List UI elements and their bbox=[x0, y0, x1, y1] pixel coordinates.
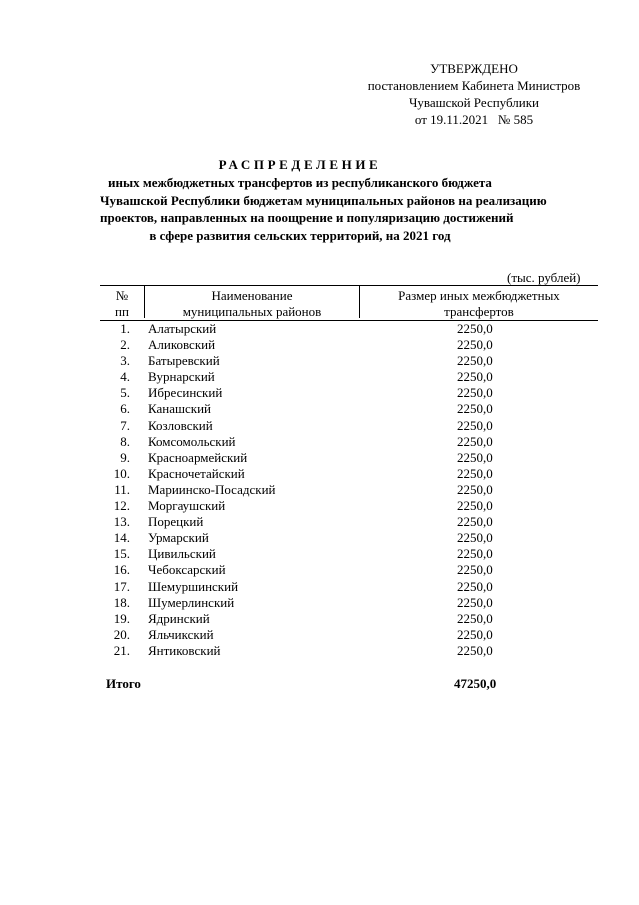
row-number: 5. bbox=[120, 385, 130, 401]
row-amount: 2250,0 bbox=[457, 385, 493, 401]
row-number: 9. bbox=[120, 449, 130, 465]
row-district-name: Урмарский bbox=[148, 530, 209, 546]
row-amount: 2250,0 bbox=[457, 530, 493, 546]
row-amount: 2250,0 bbox=[457, 626, 493, 642]
table-row bbox=[100, 450, 598, 466]
row-district-name: Ибресинский bbox=[148, 385, 223, 401]
row-district-name: Янтиковский bbox=[148, 642, 221, 658]
header-name-line1: Наименование bbox=[211, 288, 293, 303]
row-district-name: Канашский bbox=[148, 401, 212, 417]
header-number-line1: № bbox=[115, 288, 129, 303]
row-district-name: Яльчикский bbox=[148, 626, 214, 642]
title-heading: РАСПРЕДЕЛЕНИЕ bbox=[218, 157, 382, 172]
row-number: 3. bbox=[120, 353, 130, 369]
title-line-3: проектов, направленных на поощрение и популяризацию достижений bbox=[100, 210, 514, 225]
table-row bbox=[100, 401, 598, 417]
title-line-1: иных межбюджетных трансфертов из республиканского бюджета bbox=[108, 175, 492, 190]
title-line-2: Чувашской Республики бюджетам муниципальных районов на реализацию bbox=[100, 192, 547, 208]
approval-republic: Чувашской Республики bbox=[408, 95, 540, 110]
document-title bbox=[100, 156, 547, 244]
row-number: 12. bbox=[113, 498, 130, 514]
row-amount: 2250,0 bbox=[457, 401, 493, 417]
table-row bbox=[100, 369, 598, 385]
row-amount: 2250,0 bbox=[457, 417, 493, 433]
table-row bbox=[100, 579, 598, 595]
table-row bbox=[100, 418, 598, 434]
row-district-name: Шумерлинский bbox=[148, 594, 235, 610]
row-district-name: Чебоксарский bbox=[148, 562, 226, 578]
row-number: 17. bbox=[113, 578, 130, 594]
table-row bbox=[100, 498, 598, 514]
table-row bbox=[100, 562, 598, 578]
row-district-name: Мариинско-Посадский bbox=[148, 481, 276, 497]
row-number: 15. bbox=[113, 546, 130, 562]
title-line-4: в сфере развития сельских территорий, на 2021 год bbox=[149, 227, 451, 243]
row-amount: 2250,0 bbox=[457, 594, 493, 610]
table-row bbox=[100, 337, 598, 353]
row-amount: 2250,0 bbox=[457, 610, 493, 626]
row-number: 18. bbox=[113, 594, 130, 610]
row-district-name: Порецкий bbox=[148, 514, 204, 530]
header-number bbox=[100, 288, 144, 320]
total-label: Итого bbox=[106, 676, 141, 691]
row-number: 20. bbox=[113, 626, 130, 642]
row-amount: 2250,0 bbox=[457, 546, 493, 562]
row-district-name: Алатырский bbox=[148, 321, 217, 336]
row-district-name: Моргаушский bbox=[148, 498, 226, 514]
row-number: 8. bbox=[120, 433, 130, 449]
approval-stamp: УТВЕРЖДЕНО bbox=[430, 61, 518, 76]
table-row bbox=[100, 482, 598, 498]
row-number: 21. bbox=[113, 642, 130, 658]
table-row bbox=[100, 627, 598, 643]
header-name-line2: муниципальных районов bbox=[182, 304, 322, 319]
row-number: 11. bbox=[114, 481, 130, 497]
table-row bbox=[100, 353, 598, 369]
row-number: 2. bbox=[120, 337, 130, 353]
distribution-table bbox=[100, 285, 598, 659]
row-district-name: Козловский bbox=[148, 417, 213, 433]
row-district-name: Комсомольский bbox=[148, 433, 236, 449]
table-row bbox=[100, 546, 598, 562]
approval-authority: постановлением Кабинета Министров bbox=[367, 78, 581, 93]
table-row bbox=[100, 595, 598, 611]
row-district-name: Цивильский bbox=[148, 546, 216, 562]
row-district-name: Красночетайский bbox=[148, 465, 245, 481]
unit-label: (тыс. рублей) bbox=[507, 270, 581, 285]
header-name bbox=[144, 286, 360, 318]
row-district-name: Шемуршинский bbox=[148, 578, 239, 594]
row-amount: 2250,0 bbox=[457, 433, 493, 449]
row-amount: 2250,0 bbox=[457, 369, 493, 385]
row-number: 10. bbox=[113, 465, 130, 481]
row-amount: 2250,0 bbox=[457, 514, 493, 530]
row-amount: 2250,0 bbox=[457, 449, 493, 465]
row-amount: 2250,0 bbox=[457, 337, 493, 353]
header-amount bbox=[360, 288, 598, 320]
table-row bbox=[100, 514, 598, 530]
row-amount: 2250,0 bbox=[457, 481, 493, 497]
approval-date-number: от 19.11.2021 № 585 bbox=[414, 112, 534, 127]
row-district-name: Ядринский bbox=[148, 610, 210, 626]
row-district-name: Вурнарский bbox=[148, 369, 215, 385]
header-amount-line2: трансфертов bbox=[444, 304, 514, 319]
row-district-name: Батыревский bbox=[148, 353, 220, 369]
row-number: 13. bbox=[113, 514, 130, 530]
row-amount: 2250,0 bbox=[457, 321, 493, 336]
row-number: 6. bbox=[120, 401, 130, 417]
approval-block bbox=[340, 60, 608, 128]
row-amount: 2250,0 bbox=[457, 353, 493, 369]
table-row bbox=[100, 385, 598, 401]
row-district-name: Красноармейский bbox=[148, 449, 248, 465]
row-number: 4. bbox=[120, 369, 130, 385]
table-row bbox=[100, 611, 598, 627]
table-row bbox=[100, 530, 598, 546]
row-number: 14. bbox=[113, 530, 130, 546]
row-number: 7. bbox=[120, 417, 130, 433]
row-amount: 2250,0 bbox=[457, 498, 493, 514]
row-amount: 2250,0 bbox=[457, 465, 493, 481]
row-number: 1. bbox=[120, 321, 130, 336]
table-row bbox=[100, 434, 598, 450]
row-amount: 2250,0 bbox=[457, 642, 493, 658]
row-district-name: Аликовский bbox=[148, 337, 216, 353]
table-row bbox=[100, 466, 598, 482]
row-amount: 2250,0 bbox=[457, 562, 493, 578]
table-row bbox=[100, 643, 598, 659]
row-amount: 2250,0 bbox=[457, 578, 493, 594]
total-value: 47250,0 bbox=[454, 676, 497, 691]
row-number: 16. bbox=[113, 562, 130, 578]
table-row bbox=[100, 321, 598, 337]
header-number-line2: пп bbox=[115, 304, 129, 319]
table-header bbox=[100, 285, 598, 321]
header-amount-line1: Размер иных межбюджетных bbox=[398, 288, 560, 303]
table-body bbox=[100, 321, 598, 659]
row-number: 19. bbox=[113, 610, 130, 626]
